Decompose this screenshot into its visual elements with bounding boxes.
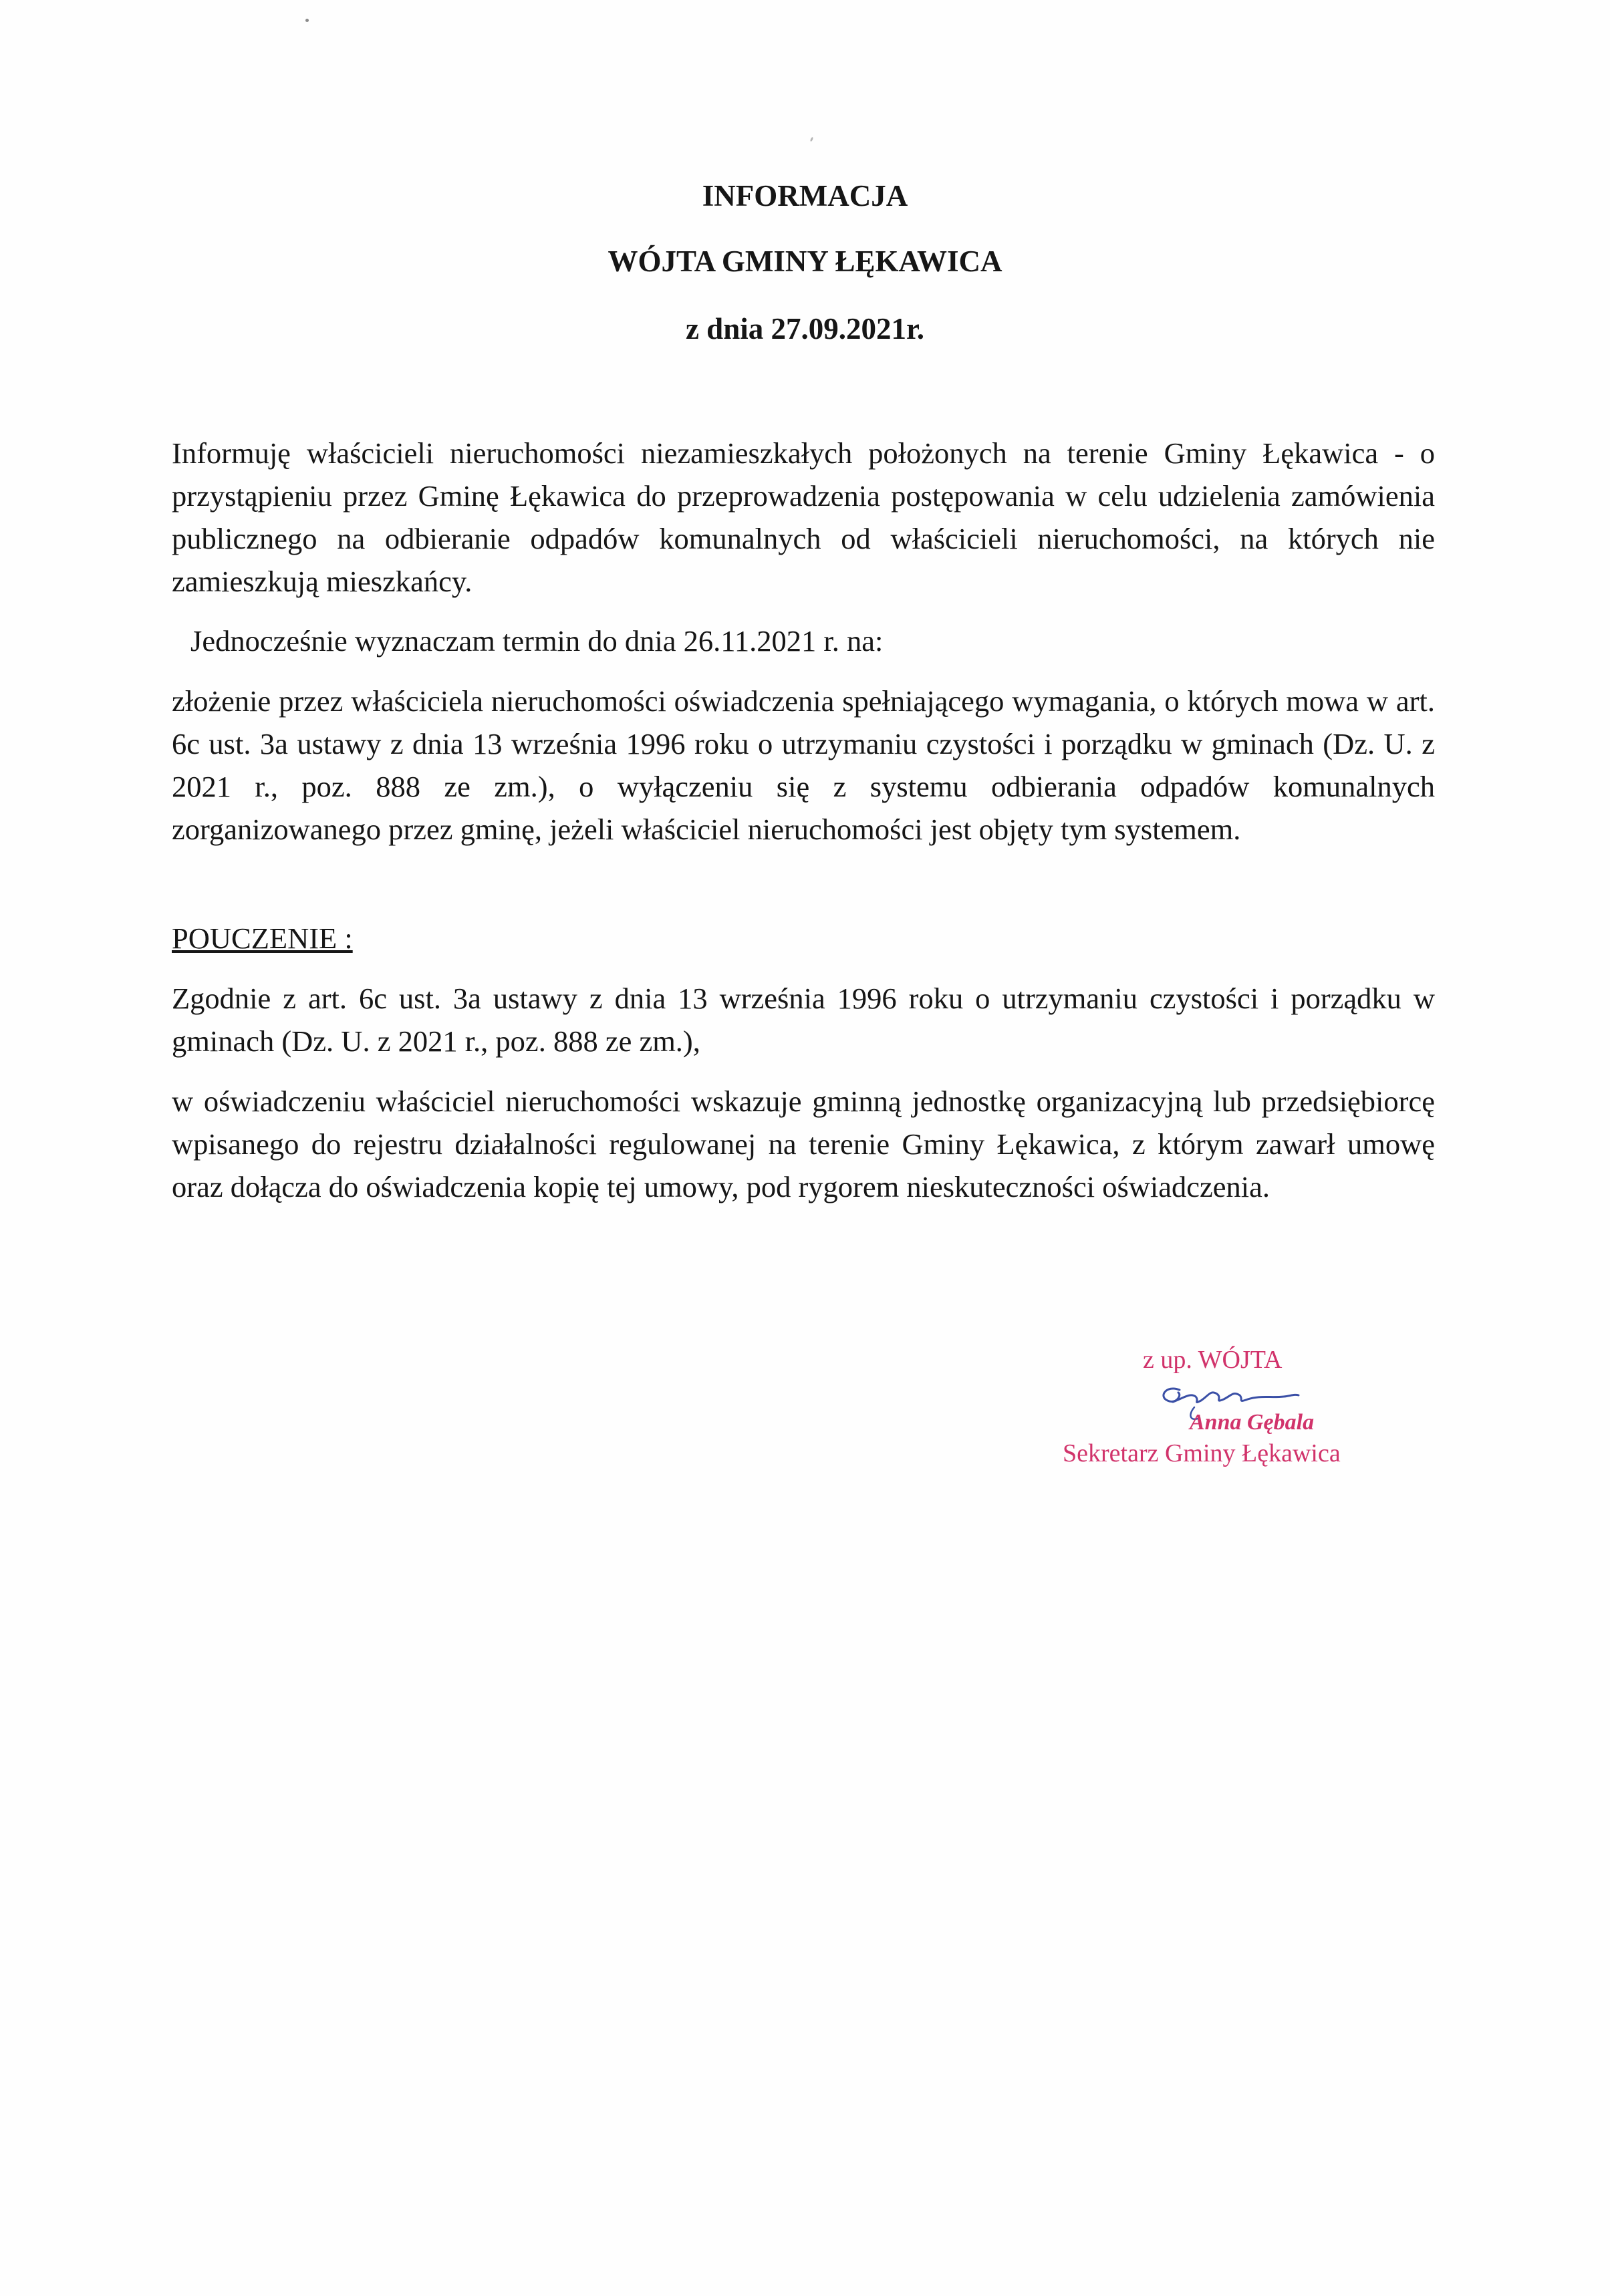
stamp-signatory-position: Sekretarz Gminy Łękawica [1063, 1439, 1341, 1467]
document-date: z dnia 27.09.2021r. [685, 312, 925, 345]
document-title: INFORMACJA [702, 179, 908, 212]
stamp-authority: z up. WÓJTA [1143, 1346, 1283, 1374]
paragraph-legal-basis: Zgodnie z art. 6c ust. 3a ustawy z dnia 13 września 1996 roku o utrzymaniu czystości i porządku w gminach (Dz. U. z 2021 r., poz. 888 ze zm.), [172, 982, 1435, 1058]
paragraph-declaration: złożenie przez właściciela nieruchomości oświadczenia spełniającego wymagania, o których mowa w art. 6c ust. 3a ustawy z dnia 13 września 1996 roku o utrzymaniu czystości i porządku w gminach (Dz. U. z 2021 r., poz. 888 ze zm.), o wyłączeniu się z systemu odbierania odpadów komunalnych zorganizowanego przez gminę, jeżeli właściciel nieruchomości jest objęty tym systemem. [172, 684, 1435, 846]
scan-speck [810, 137, 814, 142]
notice-heading: POUCZENIE : [172, 921, 353, 955]
paragraph-requirements: w oświadczeniu właściciel nieruchomości wskazuje gminną jednostkę organizacyjną lub przedsiębiorcę wpisanego do rejestru działalności regulowanej na terenie Gminy Łękawica, z którym zawarł umowę oraz dołącza do oświadczenia kopię tej umowy, pod rygorem nieskuteczności oświadczenia. [172, 1085, 1435, 1203]
document-subtitle: WÓJTA GMINY ŁĘKAWICA [608, 245, 1002, 278]
paragraph-announcement: Informuję właścicieli nieruchomości niezamieszkałych położonych na terenie Gminy Łękawica - o przystąpieniu przez Gminę Łękawica do przeprowadzenia postępowania w celu udzielenia zamówienia publicznego na odbieranie odpadów komunalnych od właścicieli nieruchomości, na których nie zamieszkują mieszkańcy. [172, 436, 1435, 598]
stamp-signatory-name: Anna Gębala [1190, 1410, 1315, 1435]
scan-speck [305, 19, 309, 22]
paragraph-deadline: Jednocześnie wyznaczam termin do dnia 26.11.2021 r. na: [190, 624, 884, 658]
